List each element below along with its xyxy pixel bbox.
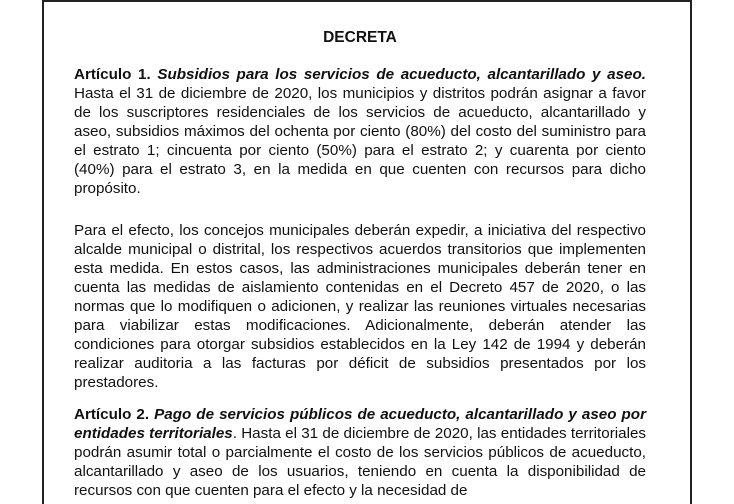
article-2-title: Pago de servicios públicos de acueducto, alcantarillado y aseo por entidades territoriales — [74, 406, 646, 442]
article-1-title: Subsidios para los servicios de acueducto, alcantarillado y aseo. — [157, 66, 646, 83]
article-1-body: Hasta el 31 de diciembre de 2020, los municipios y distritos podrán asignar a favor de los suscriptores residenciales de los servicios de acueducto, alcantarillado y aseo, subsidios máximos del ochenta por ciento (80%) del costo del suministro para el estrato 1; cincuenta por ciento (50%) para el estrato 2; y cuarenta por ciento (40%) para el estrato 3, en la medida en que cuenten con recursos para dicho propósito. — [74, 85, 646, 197]
page-border-top — [42, 0, 692, 2]
article-1-paragraph — [74, 65, 646, 198]
article-2-paragraph — [74, 405, 646, 500]
article-1-number: Artículo 1. — [74, 66, 151, 83]
page-border-left — [42, 0, 44, 504]
article-2-number: Artículo 2. — [74, 406, 150, 423]
article-1-second-paragraph: Para el efecto, los concejos municipales deberán expedir, a iniciativa del respectivo alcalde municipal o distrital, los respectivos acuerdos transitorios que implementen esta medida. En estos casos, las administraciones municipales deberán tener en cuenta las medidas de aislamiento contenidas en el Decreto 457 de 2020, o las normas que lo modifiquen o adicionen, y realizar las reuniones virtuales necesarias para viabilizar estas modificaciones. Adicionalmente, deberán atender las condiciones para otorgar subsidios establecidos en la Ley 142 de 1994 y deberán realizar auditoria a las facturas por déficit de subsidios presentados por los prestadores. — [74, 222, 646, 391]
article-2-body: . Hasta el 31 de diciembre de 2020, las entidades territoriales podrán asumir total o parcialmente el costo de los servicios públicos de acueducto, alcantarillado y aseo de los usuarios, teniendo en cuenta la disponibilidad de recursos con que cuenten para el efecto y la necesidad de — [74, 425, 646, 499]
page-border-right — [690, 0, 692, 504]
decree-heading: DECRETA — [323, 29, 397, 46]
